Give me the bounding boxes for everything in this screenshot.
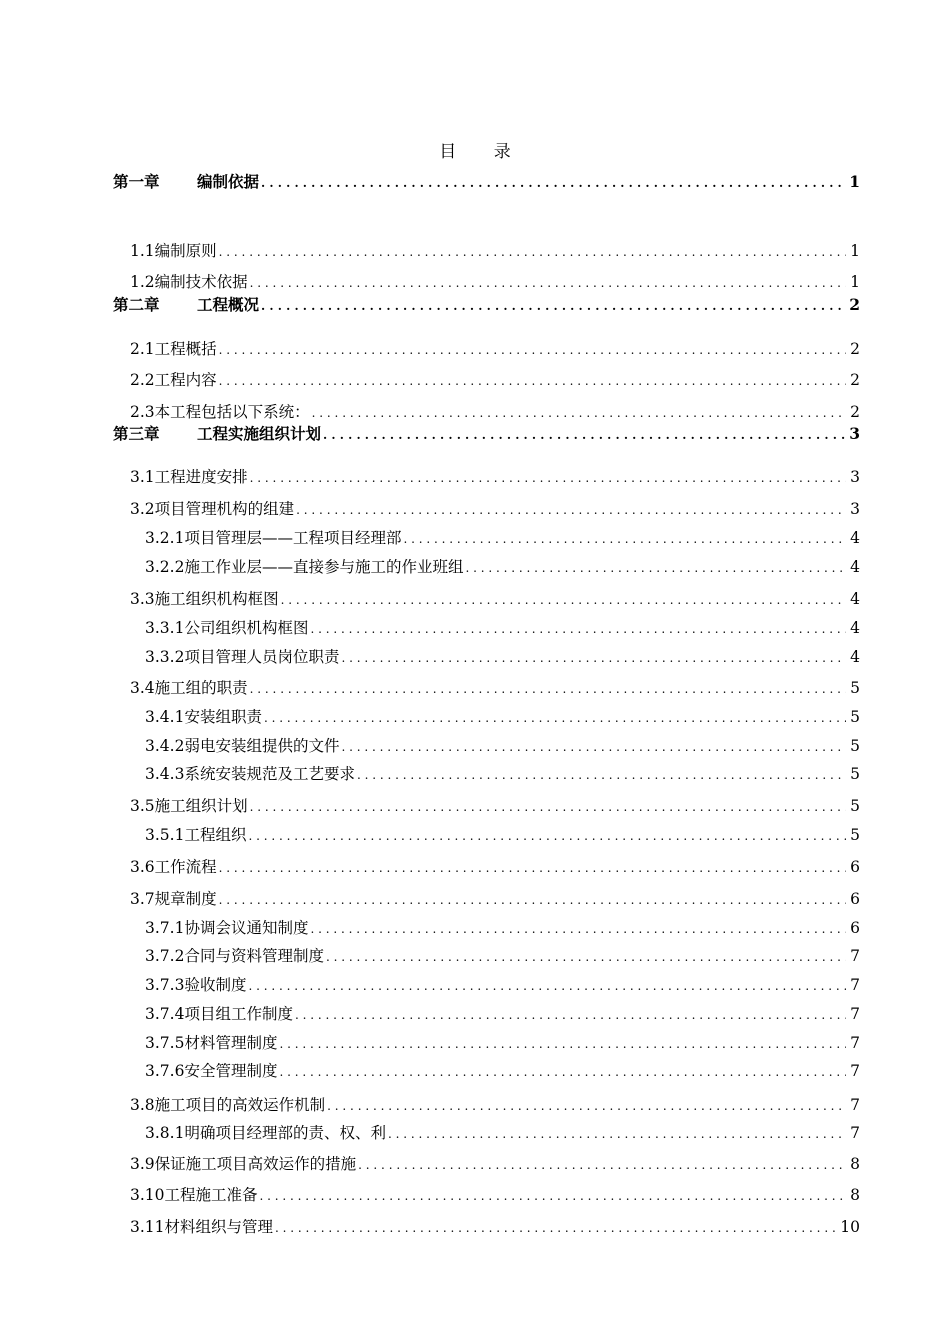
dot-leader <box>248 976 846 996</box>
dot-leader <box>295 1005 846 1025</box>
toc-page-number: 1 <box>849 172 860 191</box>
dot-leader <box>261 296 846 316</box>
toc-entry-label <box>130 1217 273 1237</box>
toc-entry-label <box>145 1061 277 1081</box>
toc-page-number: 5 <box>850 797 860 815</box>
toc-page-number: 4 <box>850 648 860 666</box>
dot-leader <box>275 1218 838 1238</box>
dot-leader <box>250 679 846 699</box>
toc-entry-title: 项目管理人员岗位职责 <box>184 648 340 666</box>
toc-page-number: 7 <box>850 1034 860 1052</box>
toc-entry-title: 验收制度 <box>184 976 247 994</box>
toc-entry-title: 编制技术依据 <box>154 273 248 291</box>
toc-entry[interactable] <box>130 1154 860 1174</box>
dot-leader <box>465 558 846 578</box>
toc-entry-title: 项目组工作制度 <box>184 1005 293 1023</box>
toc-entry-title: 施工组的职责 <box>154 679 248 697</box>
toc-entry-number: 2.2 <box>130 371 155 389</box>
toc-entry[interactable] <box>145 764 860 784</box>
dot-leader <box>312 403 846 423</box>
toc-entry-label <box>145 918 308 938</box>
dot-leader <box>341 648 846 668</box>
toc-entry-label <box>130 370 217 390</box>
toc-entry-number: 第二章 <box>113 295 160 314</box>
toc-entry-label <box>130 1154 356 1174</box>
toc-page-number: 2 <box>850 340 860 358</box>
toc-entry-number: 2.1 <box>130 340 155 358</box>
toc-entry-title: 编制依据 <box>197 172 260 191</box>
toc-entry[interactable] <box>130 1185 860 1205</box>
toc-entry[interactable] <box>130 339 860 359</box>
toc-page-number: 5 <box>850 737 860 755</box>
toc-entry-number: 3.9 <box>130 1155 155 1173</box>
toc-entry[interactable] <box>145 1061 860 1081</box>
toc-entry-number: 3.7.6 <box>145 1062 185 1080</box>
toc-entry-title: 本工程包括以下系统： <box>154 403 310 421</box>
toc-chapter-entry[interactable] <box>113 295 860 315</box>
toc-entry-label <box>130 499 294 519</box>
toc-entry-label <box>130 857 217 877</box>
toc-entry-number: 3.2.2 <box>145 558 185 576</box>
dot-leader <box>281 590 846 610</box>
toc-entry-number: 1.2 <box>130 273 155 291</box>
toc-entry-number: 2.3 <box>130 403 155 421</box>
toc-entry-title: 工程施工准备 <box>164 1186 258 1204</box>
toc-entry-label <box>130 678 248 698</box>
dot-leader <box>248 826 846 846</box>
toc-page-number: 10 <box>840 1218 860 1236</box>
toc-entry[interactable] <box>130 589 860 609</box>
dot-leader <box>279 1034 846 1054</box>
toc-entry-label <box>113 424 321 444</box>
dot-leader <box>403 529 846 549</box>
toc-entry[interactable] <box>145 528 860 548</box>
toc-page-number: 2 <box>850 371 860 389</box>
toc-entry-label <box>145 1123 386 1143</box>
toc-entry-number: 3.7.2 <box>145 947 185 965</box>
toc-entry[interactable] <box>130 241 860 261</box>
toc-entry-title: 施工作业层——直接参与施工的作业班组 <box>184 558 464 576</box>
toc-entry-label <box>145 528 401 548</box>
toc-page-number: 4 <box>850 558 860 576</box>
dot-leader <box>323 425 846 445</box>
toc-entry[interactable] <box>130 272 860 292</box>
toc-page-number: 1 <box>850 273 860 291</box>
toc-entry-title: 项目管理机构的组建 <box>154 500 295 518</box>
dot-leader <box>279 1062 846 1082</box>
toc-entry-title: 保证施工项目高效运作的措施 <box>154 1155 357 1173</box>
toc-entry-label <box>130 402 310 422</box>
toc-entry[interactable] <box>145 975 860 995</box>
toc-entry[interactable] <box>130 370 860 390</box>
dot-leader <box>264 708 846 728</box>
toc-entry[interactable] <box>145 1004 860 1024</box>
toc-entry[interactable] <box>130 1095 860 1115</box>
toc-entry-label <box>130 589 279 609</box>
toc-entry-title: 公司组织机构框图 <box>184 619 309 637</box>
toc-entry-title: 项目管理层——工程项目经理部 <box>184 529 402 547</box>
toc-page-number: 8 <box>850 1155 860 1173</box>
dot-leader <box>250 797 846 817</box>
toc-page-number: 8 <box>850 1186 860 1204</box>
toc-page-number: 7 <box>850 1062 860 1080</box>
toc-chapter-entry[interactable] <box>113 172 860 192</box>
toc-entry-title: 明确项目经理部的责、权、利 <box>184 1124 386 1142</box>
toc-entry-number: 3.7.3 <box>145 976 185 994</box>
toc-page-number: 7 <box>850 1096 860 1114</box>
toc-page-number: 1 <box>850 242 860 260</box>
toc-entry-number: 3.4.2 <box>145 737 185 755</box>
toc-entry-label <box>130 272 248 292</box>
dot-leader <box>219 858 846 878</box>
dot-leader <box>327 1096 846 1116</box>
toc-entry-number: 3.2 <box>130 500 155 518</box>
toc-entry-label <box>113 295 259 315</box>
dot-leader <box>219 340 846 360</box>
toc-entry-number: 3.8.1 <box>145 1124 185 1142</box>
toc-entry-label <box>130 467 248 487</box>
toc-entry-title: 系统安装规范及工艺要求 <box>184 765 355 783</box>
toc-entry[interactable] <box>130 889 860 909</box>
toc-page-number: 5 <box>850 679 860 697</box>
toc-entry-title: 工程概括 <box>154 340 217 358</box>
toc-entry[interactable] <box>130 467 860 487</box>
toc-entry-number: 3.3.2 <box>145 648 185 666</box>
toc-entry-label <box>145 764 355 784</box>
toc-entry-number: 3.3.1 <box>145 619 185 637</box>
toc-entry-label <box>145 975 246 995</box>
toc-entry-number: 3.3 <box>130 590 155 608</box>
toc-entry-title: 工程进度安排 <box>154 468 248 486</box>
toc-page-number: 3 <box>849 424 860 443</box>
toc-entry[interactable] <box>145 1123 860 1143</box>
toc-entry[interactable] <box>145 618 860 638</box>
toc-entry-title: 编制原则 <box>154 242 217 260</box>
toc-entry-title: 协调会议通知制度 <box>184 919 309 937</box>
toc-entry-title: 工程实施组织计划 <box>197 424 322 443</box>
toc-entry[interactable] <box>130 1217 860 1237</box>
toc-entry-title: 规章制度 <box>154 890 217 908</box>
toc-entry-number: 1.1 <box>130 242 155 260</box>
toc-entry-title: 弱电安装组提供的文件 <box>184 737 340 755</box>
toc-entry-label <box>145 946 324 966</box>
toc-entry-number: 3.1 <box>130 468 155 486</box>
toc-entry-number: 3.4.3 <box>145 765 185 783</box>
toc-page-number: 3 <box>850 500 860 518</box>
toc-page-number: 6 <box>850 919 860 937</box>
toc-page-number: 4 <box>850 529 860 547</box>
dot-leader <box>219 371 846 391</box>
toc-entry-title: 工程内容 <box>154 371 217 389</box>
toc-entry[interactable] <box>130 499 860 519</box>
toc-page-number: 7 <box>850 976 860 994</box>
toc-entry-title: 安装组职责 <box>184 708 262 726</box>
toc-entry-title: 材料管理制度 <box>184 1034 278 1052</box>
toc-entry-label <box>145 647 339 667</box>
page-title: 目 录 <box>439 142 527 162</box>
dot-leader <box>310 619 846 639</box>
dot-leader <box>296 500 846 520</box>
toc-entry-label <box>145 825 246 845</box>
toc-entry-number: 3.2.1 <box>145 529 185 547</box>
dot-leader <box>357 765 846 785</box>
toc-entry-label <box>113 172 259 192</box>
toc-entry-number: 3.11 <box>130 1218 165 1236</box>
toc-page-number: 6 <box>850 890 860 908</box>
dot-leader <box>219 890 846 910</box>
toc-entry[interactable] <box>145 736 860 756</box>
toc-entry-label <box>130 1185 258 1205</box>
toc-page-number: 5 <box>850 708 860 726</box>
toc-entry[interactable] <box>145 918 860 938</box>
toc-page-number: 2 <box>849 295 860 314</box>
toc-page-number: 5 <box>850 765 860 783</box>
toc-entry-number: 3.4.1 <box>145 708 185 726</box>
toc-entry-number: 3.7.4 <box>145 1005 185 1023</box>
toc-chapter-entry[interactable] <box>113 424 860 444</box>
toc-entry[interactable] <box>145 647 860 667</box>
toc-page-number: 7 <box>850 947 860 965</box>
toc-entry-number: 第一章 <box>113 172 160 191</box>
toc-page-number: 4 <box>850 590 860 608</box>
toc-entry-number: 3.5.1 <box>145 826 185 844</box>
dot-leader <box>326 947 846 967</box>
toc-entry[interactable] <box>130 402 860 422</box>
dot-leader <box>388 1124 846 1144</box>
dot-leader <box>261 173 846 193</box>
toc-entry-label <box>145 618 308 638</box>
toc-entry[interactable] <box>145 1033 860 1053</box>
dot-leader <box>250 273 846 293</box>
toc-page-number: 7 <box>850 1005 860 1023</box>
toc-entry-number: 3.7.1 <box>145 919 185 937</box>
toc-entry-label <box>130 796 248 816</box>
toc-entry[interactable] <box>145 707 860 727</box>
toc-entry-title: 工作流程 <box>154 858 217 876</box>
toc-entry-number: 3.8 <box>130 1096 155 1114</box>
dot-leader <box>250 468 846 488</box>
dot-leader <box>358 1155 846 1175</box>
toc-entry-title: 施工组织机构框图 <box>154 590 279 608</box>
toc-entry-label <box>130 889 217 909</box>
toc-entry-number: 3.10 <box>130 1186 165 1204</box>
toc-entry[interactable] <box>145 946 860 966</box>
toc-entry-label <box>145 557 463 577</box>
toc-page-number: 3 <box>850 468 860 486</box>
toc-page-number: 4 <box>850 619 860 637</box>
dot-leader <box>219 242 846 262</box>
toc-entry-label <box>145 1033 277 1053</box>
toc-entry-number: 3.4 <box>130 679 155 697</box>
toc-entry-label <box>145 736 339 756</box>
toc-entry-number: 3.7 <box>130 890 155 908</box>
toc-entry-title: 工程组织 <box>184 826 247 844</box>
dot-leader <box>260 1186 846 1206</box>
toc-entry-title: 材料组织与管理 <box>164 1218 274 1236</box>
toc-entry-title: 安全管理制度 <box>184 1062 278 1080</box>
toc-entry-label <box>130 339 217 359</box>
toc-page-number: 5 <box>850 826 860 844</box>
toc-entry[interactable] <box>130 796 860 816</box>
toc-entry[interactable] <box>145 825 860 845</box>
toc-page-number: 6 <box>850 858 860 876</box>
toc-entry-title: 施工组织计划 <box>154 797 248 815</box>
toc-entry-number: 3.5 <box>130 797 155 815</box>
toc-entry-label <box>145 1004 293 1024</box>
toc-entry-number: 3.6 <box>130 858 155 876</box>
toc-entry-title: 施工项目的高效运作机制 <box>154 1096 326 1114</box>
toc-entry-label <box>130 241 217 261</box>
toc-entry-label <box>145 707 262 727</box>
toc-entry[interactable] <box>130 857 860 877</box>
toc-entry-number: 第三章 <box>113 424 160 443</box>
toc-entry-title: 工程概况 <box>197 295 260 314</box>
toc-entry[interactable] <box>145 557 860 577</box>
toc-entry-title: 合同与资料管理制度 <box>184 947 324 965</box>
toc-entry-number: 3.7.5 <box>145 1034 185 1052</box>
toc-entry-label <box>130 1095 325 1115</box>
toc-page-number: 2 <box>850 403 860 421</box>
dot-leader <box>341 737 846 757</box>
dot-leader <box>310 919 846 939</box>
toc-page-number: 7 <box>850 1124 860 1142</box>
toc-entry[interactable] <box>130 678 860 698</box>
